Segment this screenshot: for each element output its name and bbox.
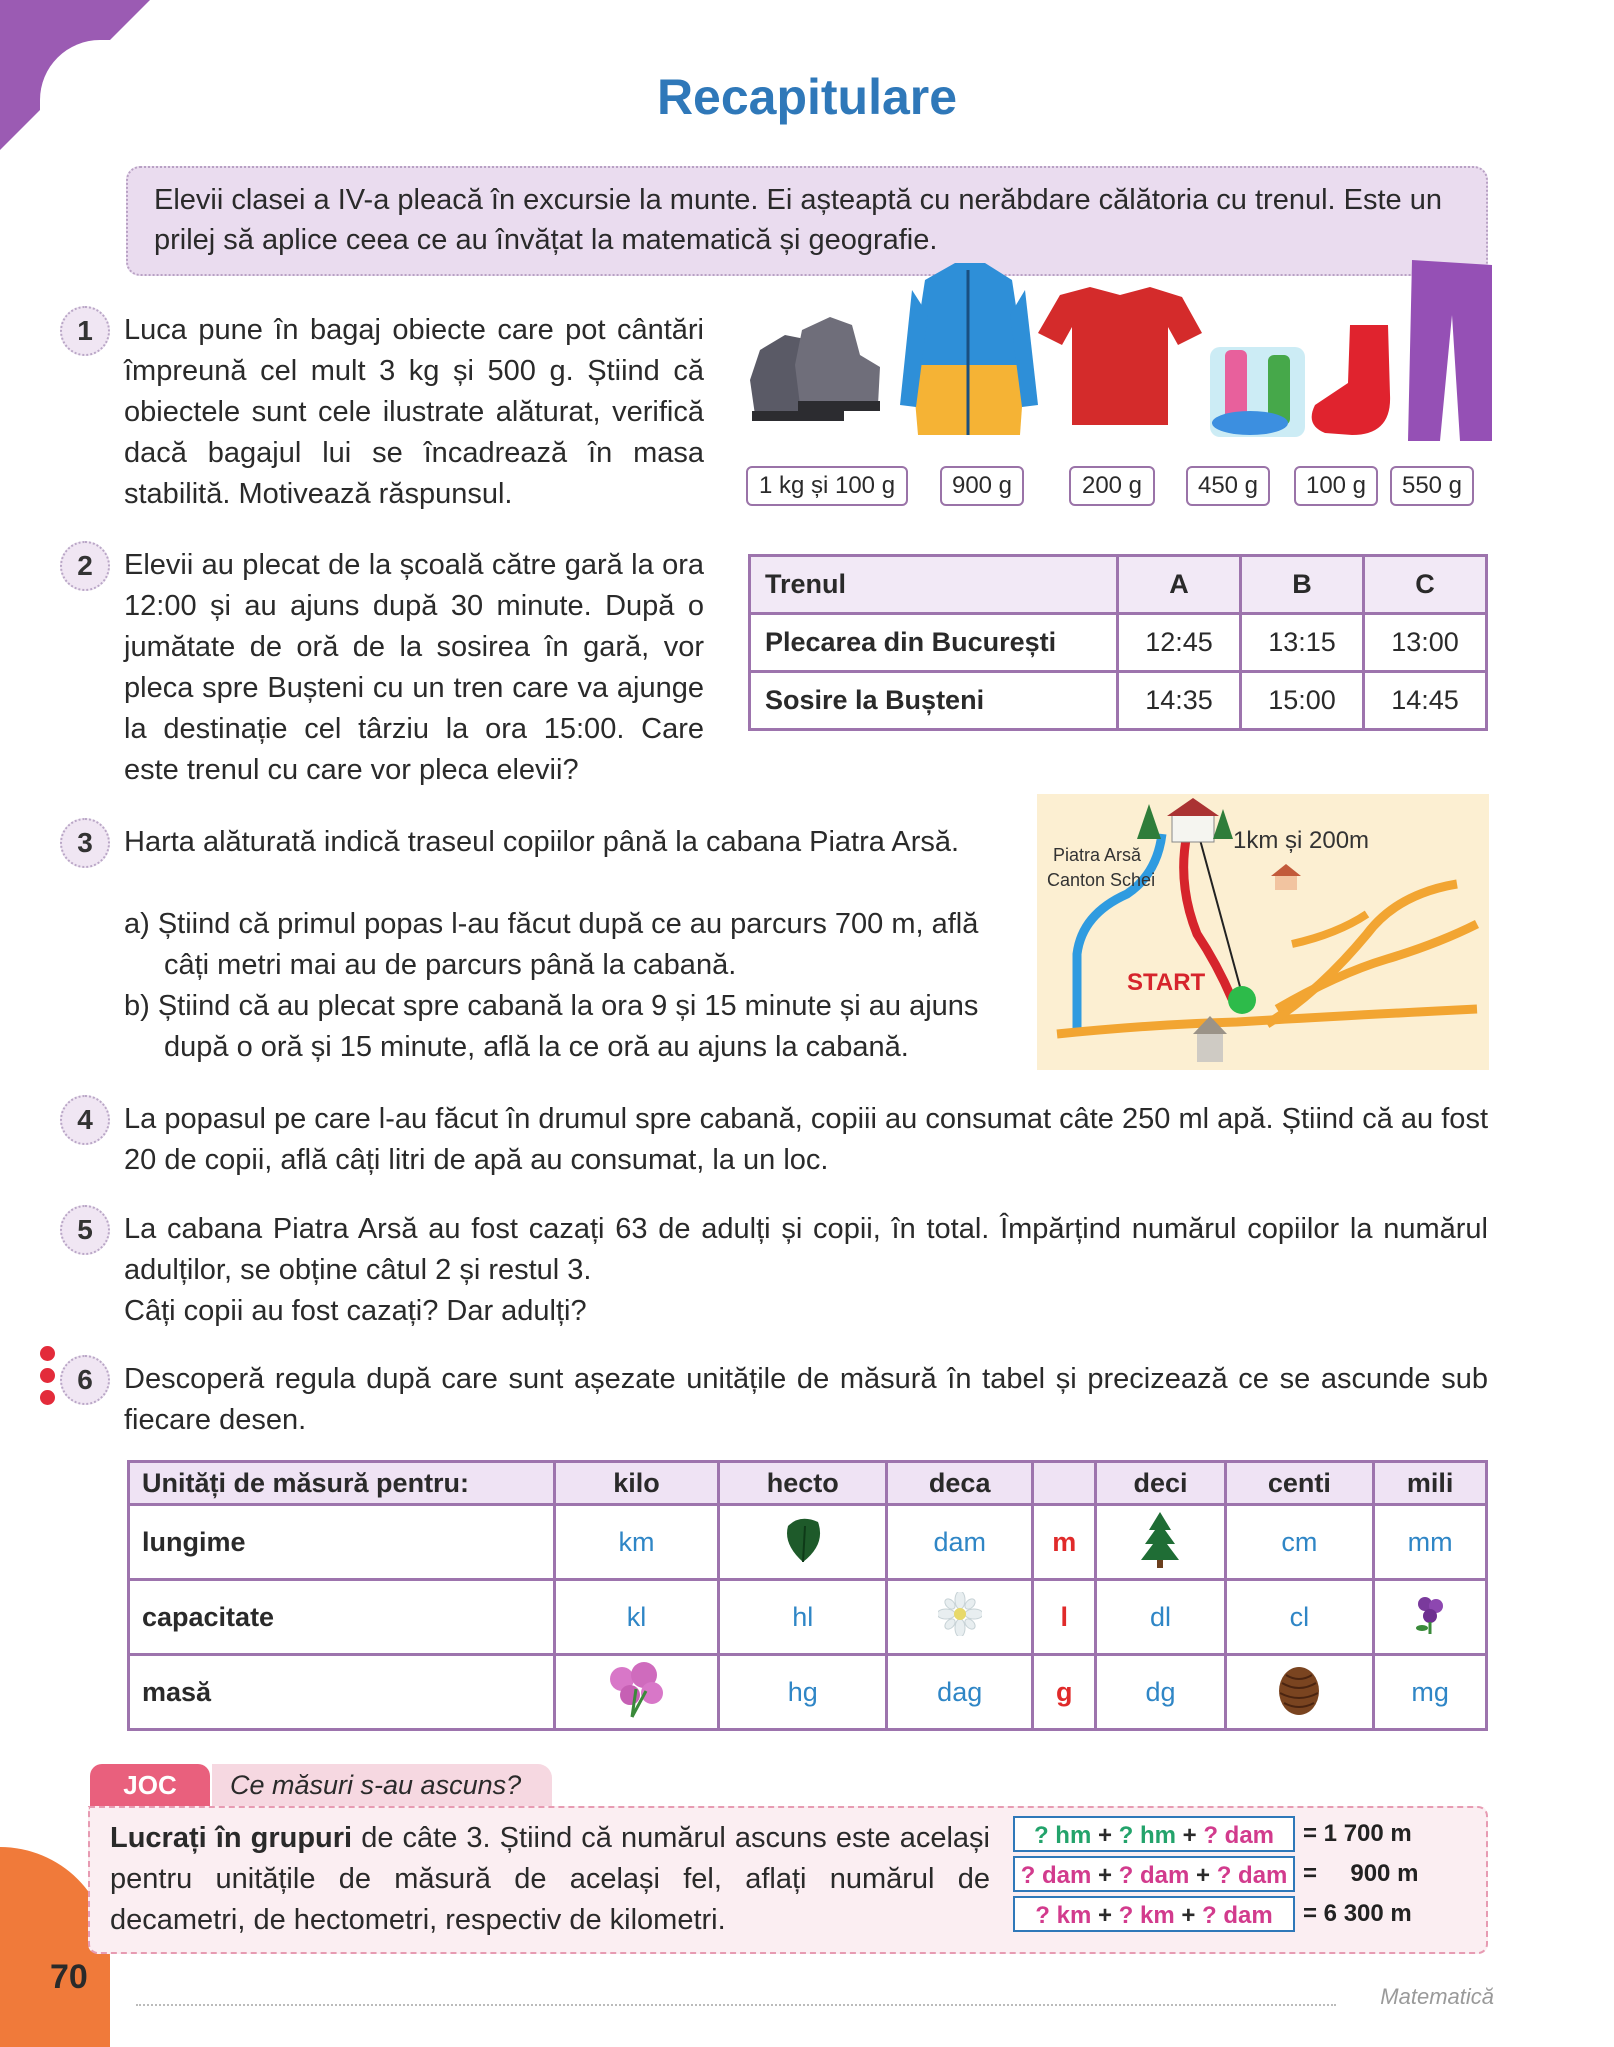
weight-label: 100 g <box>1294 466 1378 506</box>
table-row <box>129 1580 1487 1655</box>
table-header-cell: deci <box>1096 1462 1225 1505</box>
table-header-cell: centi <box>1225 1462 1374 1505</box>
table-cell: capacitate <box>129 1580 555 1655</box>
exercise-3-part-a: a) Știind că primul popas l-au făcut după ce au parcurs 700 m, află câți metri mai au de parcurs până la cabană. <box>124 908 979 981</box>
table-cell: m <box>1032 1505 1095 1580</box>
game-tab: JOC <box>90 1764 210 1806</box>
pink-flowers-icon <box>602 1659 672 1719</box>
luggage-items <box>740 255 1500 455</box>
table-cell: dg <box>1096 1655 1225 1730</box>
exercise-number: 3 <box>60 818 110 868</box>
toiletry-bag-icon <box>1210 347 1305 437</box>
table-cell: hg <box>719 1655 887 1730</box>
route-map <box>1037 794 1489 1070</box>
hiking-boots-icon <box>750 317 880 421</box>
table-row <box>750 672 1487 730</box>
map-label: Canton Schei <box>1047 870 1156 890</box>
table-row <box>750 556 1487 614</box>
page-number: 70 <box>50 1958 88 1996</box>
exercise-3-text: Harta alăturată indică traseul copiilor până la cabana Piatra Arsă. <box>124 826 960 858</box>
units-table <box>127 1460 1488 1731</box>
exercise-1-text: Luca pune în bagaj obiecte care pot cântări împreună cel mult 3 kg și 500 g. Știind că obiectele sunt cele ilustrate alăturat, verifică dacă bagajul lui se încadrează în masa stabilită. Motivează răspunsul. <box>124 314 704 510</box>
table-cell: 12:45 <box>1118 614 1241 672</box>
footer-subject: Matematică <box>1380 1984 1494 2009</box>
table-cell: 15:00 <box>1241 672 1364 730</box>
table-cell: mm <box>1374 1505 1487 1580</box>
game-question: Ce măsuri s-au ascuns? <box>212 1764 552 1806</box>
weight-label: 550 g <box>1390 466 1474 506</box>
table-cell: kl <box>555 1580 719 1655</box>
table-cell: lungime <box>129 1505 555 1580</box>
weight-label: 450 g <box>1186 466 1270 506</box>
exercise-number: 1 <box>60 306 110 356</box>
table-cell: g <box>1032 1655 1095 1730</box>
table-cell: masă <box>129 1655 555 1730</box>
table-cell <box>1374 1580 1487 1655</box>
table-cell: 14:35 <box>1118 672 1241 730</box>
table-cell: 13:00 <box>1364 614 1487 672</box>
exercise-3-part-b: b) Știind că au plecat spre cabană la ora 9 și 15 minute și au ajuns după o oră și 15 minute, află la ce oră au ajuns la cabană. <box>124 990 979 1063</box>
edelweiss-icon <box>938 1592 982 1636</box>
map-label: Piatra Arsă <box>1053 845 1142 865</box>
house-icon <box>1271 864 1301 890</box>
table-row <box>129 1505 1487 1580</box>
table-header-cell <box>1032 1462 1095 1505</box>
exercise-5-text: La cabana Piatra Arsă au fost cazați 63 de adulți și copii, în total. Împărțind numărul copiilor la numărul adulților, se obține câtul 2 și restul 3. <box>124 1213 1488 1286</box>
table-cell: l <box>1032 1580 1095 1655</box>
table-header-cell: Trenul <box>750 556 1118 614</box>
table-header-cell: Unități de măsură pentru: <box>129 1462 555 1505</box>
table-cell: Sosire la Bușteni <box>750 672 1118 730</box>
table-row <box>129 1462 1487 1505</box>
start-label: START <box>1127 969 1206 996</box>
table-cell <box>1225 1655 1374 1730</box>
table-cell <box>887 1580 1033 1655</box>
table-cell <box>555 1655 719 1730</box>
equation-row: ? dam + ? dam + ? dam = 900 m <box>1013 1856 1295 1896</box>
footer-divider <box>136 2004 1336 2006</box>
table-header-cell: kilo <box>555 1462 719 1505</box>
table-row <box>750 614 1487 672</box>
weight-label: 1 kg și 100 g <box>746 466 908 506</box>
game-box <box>88 1806 1488 1954</box>
violet-flower-icon <box>1410 1592 1450 1636</box>
table-cell: dl <box>1096 1580 1225 1655</box>
fir-tree-icon <box>1137 1510 1183 1568</box>
exercise-2-text: Elevii au plecat de la școală către gară la ora 12:00 și au ajuns după 30 minute. După o jumătate de oră de la sosirea în gară, vor pleca spre Bușteni cu un tren care va ajunge la destinație cel târziu la ora 15:00. Care este trenul cu care vor pleca elevii? <box>124 549 704 786</box>
sock-icon <box>1312 325 1390 435</box>
table-cell: Plecarea din București <box>750 614 1118 672</box>
jacket-icon <box>900 263 1038 435</box>
table-cell <box>1096 1505 1225 1580</box>
table-cell: 14:45 <box>1364 672 1487 730</box>
train-timetable <box>748 554 1488 731</box>
table-cell: mg <box>1374 1655 1487 1730</box>
leaf-icon <box>780 1514 826 1564</box>
equation-row: ? hm + ? hm + ? dam = 1 700 m <box>1013 1816 1295 1856</box>
game-text: Lucrați în grupuri de câte 3. Știind că numărul ascuns este același pentru unitățile de măsură de același fel, aflați numărul de decametri, de hectometri, respectiv de kilometri. <box>110 1822 990 1936</box>
table-cell: km <box>555 1505 719 1580</box>
table-header-cell: hecto <box>719 1462 887 1505</box>
exercise-number: 6 <box>60 1355 110 1405</box>
table-cell: cm <box>1225 1505 1374 1580</box>
weight-label: 900 g <box>940 466 1024 506</box>
pine-cone-icon <box>1274 1661 1324 1717</box>
table-header-cell: deca <box>887 1462 1033 1505</box>
table-cell: hl <box>719 1580 887 1655</box>
exercise-6-text: Descoperă regula după care sunt așezate unitățile de măsură în tabel și precizează ce se ascunde sub fiecare desen. <box>124 1363 1488 1436</box>
table-cell: 13:15 <box>1241 614 1364 672</box>
exercise-number: 2 <box>60 541 110 591</box>
table-header-cell: C <box>1364 556 1487 614</box>
table-cell: dam <box>887 1505 1033 1580</box>
intro-box: Elevii clasei a IV-a pleacă în excursie la munte. Ei așteaptă cu nerăbdare călătoria cu trenul. Este un prilej să aplice ceea ce au învățat la matematică și geografie. <box>126 166 1488 276</box>
table-cell <box>719 1505 887 1580</box>
table-cell: dag <box>887 1655 1033 1730</box>
equation-row: ? km + ? km + ? dam = 6 300 m <box>1013 1896 1295 1936</box>
t-shirt-icon <box>1038 287 1202 425</box>
page-title: Recapitulare <box>656 69 958 125</box>
table-header-cell: B <box>1241 556 1364 614</box>
difficulty-dots <box>40 1346 60 1412</box>
distance-label: 1km și 200m <box>1233 827 1370 854</box>
trousers-icon <box>1408 260 1492 441</box>
exercise-5-question: Câți copii au fost cazați? Dar adulți? <box>124 1295 587 1327</box>
weight-label: 200 g <box>1069 466 1155 506</box>
exercise-number: 4 <box>60 1095 110 1145</box>
equations <box>1013 1816 1419 1936</box>
table-header-cell: A <box>1118 556 1241 614</box>
table-header-cell: mili <box>1374 1462 1487 1505</box>
cabin-icon <box>1137 798 1233 842</box>
table-row <box>129 1655 1487 1730</box>
exercise-4-text: La popasul pe care l-au făcut în drumul spre cabană, copiii au consumat câte 250 ml apă. Știind că au fost 20 de copii, află câți litri de apă au consumat, la un loc. <box>124 1103 1488 1176</box>
table-cell: cl <box>1225 1580 1374 1655</box>
exercise-number: 5 <box>60 1205 110 1255</box>
